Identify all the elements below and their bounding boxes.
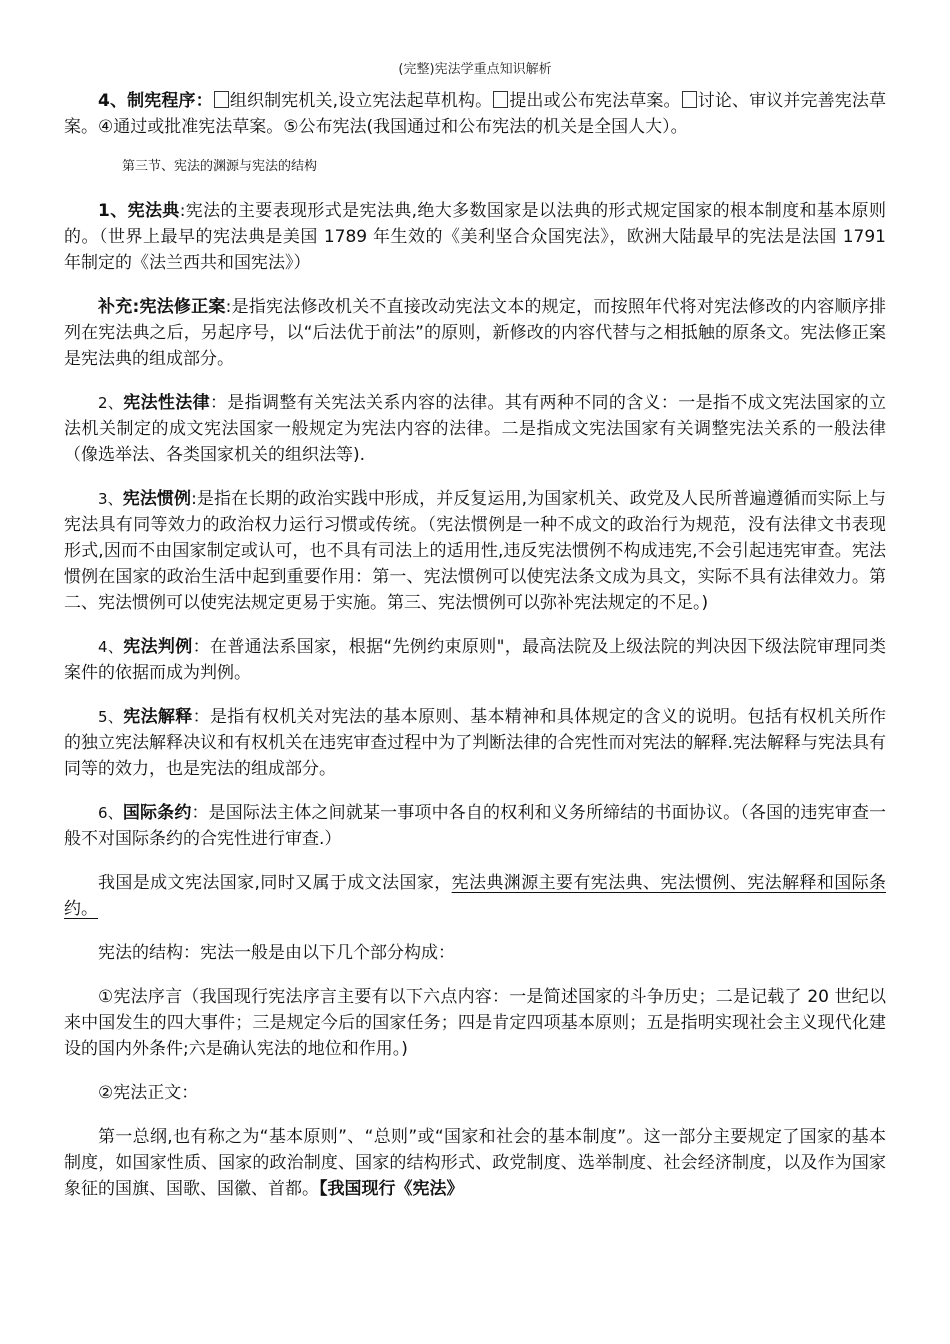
- amend-label: 补充:宪法修正案: [98, 297, 226, 317]
- paragraph-case-law: [64, 634, 886, 686]
- treaty-number: 6、: [98, 804, 123, 822]
- paragraph-preamble: ①宪法序言（我国现行宪法序言主要有以下六点内容：一是简述国家的斗争历史；二是记载了 20 世纪以来中国发生的四大事件；三是规定今后的国家任务；四是肯定四项基本原则；五是指明实现社会主义现代化建设的国内外条件;六是确认宪法的地位和作用。): [64, 987, 886, 1059]
- case-body: ：在普通法系国家，根据“先例约束原则"，最高法院及上级法院的判决因下级法院审理同类案件的依据而成为判例。: [64, 637, 887, 683]
- case-label: 宪法判例: [123, 637, 193, 657]
- amend-body: :是指宪法修改机关不直接改动宪法文本的规定，而按照年代将对宪法修改的内容顺序排列在宪法典之后，另起序号，以“后法优于前法”的原则，新修改的内容代替与之相抵触的原条文。宪法修正案是宪法典的组成部分。: [64, 297, 886, 369]
- paragraph-treaty: [64, 800, 886, 852]
- sources-underlined: 宪法典渊源主要有宪法典、宪法惯例、宪法解释和国际条约。: [64, 873, 887, 919]
- interp-label: 宪法解释: [123, 707, 193, 727]
- checkbox-glyph: [214, 91, 229, 108]
- paragraph-sources: [64, 870, 886, 922]
- page-header: (完整)宪法学重点知识解析: [398, 62, 552, 77]
- procedure-step3: 讨论、审议并完善宪法草案。: [64, 91, 886, 137]
- convention-label: 宪法惯例: [122, 489, 192, 509]
- procedure-label: 4、制宪程序：: [98, 91, 213, 111]
- convention-number: 3、: [98, 490, 123, 508]
- document-body: [64, 88, 886, 1220]
- code-label: 1、宪法典: [98, 201, 180, 221]
- interp-number: 5、: [98, 708, 124, 726]
- procedure-step4: ④通过或批准宪法草案。⑤公布宪法(我国通过和公布宪法的机关是全国人大）。: [98, 117, 688, 137]
- checkbox-glyph: [493, 91, 508, 108]
- treaty-body: ：是国际法主体之间就某一事项中各自的权利和义务所缔结的书面协议。（各国的违宪审查一般不对国际条约的合宪性进行审查.）: [64, 803, 887, 849]
- general-text: 第一总纲,也有称之为“基本原则”、“总则”或“国家和社会的基本制度”。这一部分主要规定了国家的基本制度，如国家性质、国家的政治制度、国家的结构形式、政党制度、选举制度、社会经济制度，以及作为国家象征的国旗、国歌、国徽、首都。: [64, 1127, 886, 1199]
- case-number: 4、: [98, 638, 124, 656]
- law-body: ：是指调整有关宪法关系内容的法律。其有两种不同的含义：一是指不成文宪法国家的立法机关制定的成文宪法国家一般规定为宪法内容的法律。二是指成文宪法国家有关调整宪法关系的一般法律（像选举法、各类国家机关的组织法等).: [64, 393, 887, 465]
- convention-body: :是指在长期的政治实践中形成，并反复运用,为国家机关、政党及人民所普遍遵循而实际上与宪法具有同等效力的政治权力运行习惯或传统。（宪法惯例是一种不成文的政治行为规范，没有法律文书表现形式,因而不由国家制定或认可，也不具有司法上的适用性,违反宪法惯例不构成违宪,不会引起违宪审查。宪法惯例在国家的政治生活中起到重要作用：第一、宪法惯例可以使宪法条文成为具文，实际不具有法律效力。第二、宪法惯例可以使宪法规定更易于实施。第三、宪法惯例可以弥补宪法规定的不足。): [64, 489, 887, 613]
- paragraph-amendment: [64, 294, 886, 372]
- interp-body: ：是指有权机关对宪法的基本原则、基本精神和具体规定的含义的说明。包括有权机关所作的独立宪法解释决议和有权机关在违宪审查过程中为了判断法律的合宪性而对宪法的解释.宪法解释与宪法具有同等的效力，也是宪法的组成部分。: [64, 707, 887, 779]
- paragraph-constitution-code: [64, 198, 886, 276]
- law-label: 宪法性法律: [123, 393, 210, 413]
- treaty-label: 国际条约: [122, 803, 192, 823]
- paragraph-procedure: [64, 88, 886, 140]
- paragraph-structure: 宪法的结构：宪法一般是由以下几个部分构成：: [98, 943, 455, 963]
- law-number: 2、: [98, 394, 124, 412]
- paragraph-main-text: ②宪法正文：: [98, 1083, 199, 1103]
- general-bold-tail: 【我国现行《宪法》: [319, 1179, 464, 1199]
- paragraph-interpretation: [64, 704, 886, 782]
- section-title: 第三节、宪法的渊源与宪法的结构: [122, 159, 318, 174]
- sources-plain: 我国是成文宪法国家,同时又属于成文法国家，: [98, 873, 452, 893]
- code-body: :宪法的主要表现形式是宪法典,绝大多数国家是以法典的形式规定国家的根本制度和基本原则的。（世界上最早的宪法典是美国 1789 年生效的《美利坚合众国宪法》，欧洲大陆最早的宪法是法国 1791 年制定的《法兰西共和国宪法》）: [64, 201, 886, 273]
- paragraph-general-principles: [64, 1124, 886, 1202]
- procedure-step1: 组织制宪机关,设立宪法起草机构。: [229, 91, 493, 111]
- paragraph-convention: [64, 486, 886, 616]
- checkbox-glyph: [682, 91, 697, 108]
- procedure-step2: 提出或公布宪法草案。: [509, 91, 681, 111]
- paragraph-constitutional-law: [64, 390, 886, 468]
